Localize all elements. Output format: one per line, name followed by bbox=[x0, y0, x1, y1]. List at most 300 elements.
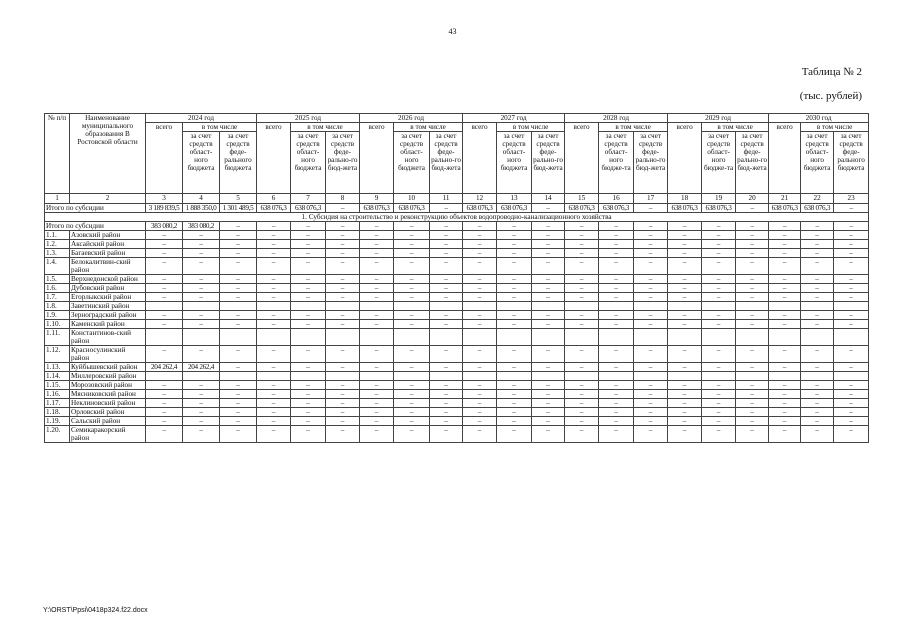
row-value: – bbox=[634, 275, 668, 284]
row-value: – bbox=[183, 390, 220, 399]
row-number: 1.10. bbox=[45, 320, 70, 329]
row-value: – bbox=[463, 275, 497, 284]
row-value: – bbox=[668, 284, 702, 293]
row-value: – bbox=[599, 231, 634, 240]
row-value bbox=[565, 329, 599, 346]
row-value bbox=[463, 372, 497, 381]
row-value: – bbox=[257, 311, 291, 320]
row-value: – bbox=[634, 417, 668, 426]
row-value bbox=[220, 372, 257, 381]
row-value: – bbox=[834, 390, 869, 399]
row-value: – bbox=[183, 258, 220, 275]
header-federal: за счет средств феде-рально-го бюд-жета bbox=[736, 132, 769, 194]
row-value: – bbox=[736, 363, 769, 372]
row-value: – bbox=[565, 346, 599, 363]
row-value: – bbox=[360, 240, 394, 249]
section-total-row bbox=[45, 222, 869, 231]
row-value: – bbox=[463, 346, 497, 363]
row-value: – bbox=[430, 320, 463, 329]
row-value: – bbox=[291, 258, 326, 275]
row-value: – bbox=[257, 417, 291, 426]
row-value: – bbox=[634, 399, 668, 408]
row-value: – bbox=[769, 311, 801, 320]
row-value: – bbox=[668, 275, 702, 284]
row-value bbox=[532, 372, 565, 381]
section-total-value: – bbox=[220, 222, 257, 231]
section-total-value: – bbox=[291, 222, 326, 231]
row-value: – bbox=[599, 363, 634, 372]
row-value bbox=[668, 372, 702, 381]
row-value bbox=[146, 372, 183, 381]
row-value: – bbox=[599, 426, 634, 443]
row-value: – bbox=[360, 231, 394, 240]
municipality-name: Константинов-ский район bbox=[70, 329, 146, 346]
municipality-name: Егорлыкский район bbox=[70, 293, 146, 302]
row-value: – bbox=[394, 346, 430, 363]
row-value: – bbox=[360, 363, 394, 372]
row-value: – bbox=[183, 275, 220, 284]
header-total: всего bbox=[146, 123, 183, 194]
table-body bbox=[45, 204, 869, 443]
row-value: – bbox=[463, 249, 497, 258]
row-value: – bbox=[668, 417, 702, 426]
units-label: (тыс. рублей) bbox=[799, 90, 862, 102]
column-number: 13 bbox=[497, 194, 532, 204]
row-value: – bbox=[769, 249, 801, 258]
total-value: – bbox=[326, 204, 360, 213]
row-value: – bbox=[183, 426, 220, 443]
header-federal: за счет средств феде-рально-го бюд-жета bbox=[532, 132, 565, 194]
row-value: – bbox=[430, 426, 463, 443]
row-value: – bbox=[146, 293, 183, 302]
row-value: – bbox=[702, 408, 736, 417]
row-value: – bbox=[736, 240, 769, 249]
header-total: всего bbox=[565, 123, 599, 194]
row-value: – bbox=[565, 363, 599, 372]
row-value: – bbox=[257, 275, 291, 284]
total-value: 3 189 839,5 bbox=[146, 204, 183, 213]
header-including: в том числе bbox=[183, 123, 257, 132]
row-value: – bbox=[702, 346, 736, 363]
row-value bbox=[565, 372, 599, 381]
total-value: – bbox=[634, 204, 668, 213]
row-value: – bbox=[257, 381, 291, 390]
row-number: 1.5. bbox=[45, 275, 70, 284]
municipality-name: Верхнедонской район bbox=[70, 275, 146, 284]
row-value: – bbox=[801, 311, 834, 320]
row-value: – bbox=[668, 426, 702, 443]
row-value: – bbox=[146, 240, 183, 249]
row-value: – bbox=[430, 258, 463, 275]
row-value bbox=[497, 302, 532, 311]
row-value: – bbox=[220, 258, 257, 275]
row-value: – bbox=[532, 249, 565, 258]
row-value: – bbox=[769, 346, 801, 363]
total-label: Итого по субсидии bbox=[45, 204, 146, 213]
row-value: – bbox=[834, 381, 869, 390]
municipality-name: Багаевский район bbox=[70, 249, 146, 258]
row-value: – bbox=[394, 399, 430, 408]
total-value: 638 076,3 bbox=[291, 204, 326, 213]
row-value: – bbox=[702, 249, 736, 258]
row-value: – bbox=[599, 408, 634, 417]
row-value: – bbox=[801, 258, 834, 275]
section-total-value: – bbox=[634, 222, 668, 231]
row-value bbox=[801, 329, 834, 346]
subsidy-table bbox=[44, 113, 869, 443]
row-value: – bbox=[634, 284, 668, 293]
header-total: всего bbox=[360, 123, 394, 194]
section-total-value: – bbox=[834, 222, 869, 231]
row-value: – bbox=[183, 417, 220, 426]
municipality-name: Зерноградский район bbox=[70, 311, 146, 320]
total-value: – bbox=[736, 204, 769, 213]
row-value: – bbox=[394, 390, 430, 399]
row-value: – bbox=[668, 311, 702, 320]
row-value: – bbox=[257, 231, 291, 240]
row-value: – bbox=[463, 390, 497, 399]
table-row bbox=[45, 329, 869, 346]
row-value: – bbox=[220, 346, 257, 363]
header-total: всего bbox=[257, 123, 291, 194]
row-value bbox=[183, 329, 220, 346]
column-number: 22 bbox=[801, 194, 834, 204]
row-value: – bbox=[634, 240, 668, 249]
row-value: – bbox=[834, 258, 869, 275]
row-value: – bbox=[668, 408, 702, 417]
row-value: – bbox=[146, 231, 183, 240]
header-regional: за счет средств област-ного бюджета bbox=[497, 132, 532, 194]
row-value: – bbox=[736, 426, 769, 443]
row-value: – bbox=[801, 417, 834, 426]
row-value: – bbox=[565, 320, 599, 329]
row-value: – bbox=[565, 293, 599, 302]
header-regional: за счет средств област-ного бюджета bbox=[394, 132, 430, 194]
header-total: всего bbox=[769, 123, 801, 194]
row-value: – bbox=[220, 240, 257, 249]
row-value: – bbox=[146, 346, 183, 363]
row-value: – bbox=[326, 240, 360, 249]
row-value: – bbox=[463, 399, 497, 408]
row-number: 1.16. bbox=[45, 390, 70, 399]
row-value: – bbox=[326, 417, 360, 426]
row-number: 1.13. bbox=[45, 363, 70, 372]
header-federal: за счет средств феде-рального бюджета bbox=[220, 132, 257, 194]
row-value: – bbox=[326, 293, 360, 302]
table-row bbox=[45, 426, 869, 443]
row-value: – bbox=[599, 258, 634, 275]
row-value: – bbox=[394, 320, 430, 329]
table-row bbox=[45, 258, 869, 275]
row-value: – bbox=[430, 275, 463, 284]
header-regional: за счет средств област-ного бюдже-та bbox=[702, 132, 736, 194]
row-value bbox=[220, 329, 257, 346]
row-value: – bbox=[291, 231, 326, 240]
row-value: – bbox=[146, 275, 183, 284]
row-value: – bbox=[599, 275, 634, 284]
column-number: 8 bbox=[326, 194, 360, 204]
row-value: – bbox=[183, 320, 220, 329]
row-value: – bbox=[291, 240, 326, 249]
row-value: – bbox=[430, 381, 463, 390]
row-value: – bbox=[668, 390, 702, 399]
section-total-value: – bbox=[463, 222, 497, 231]
column-number: 6 bbox=[257, 194, 291, 204]
row-value: – bbox=[834, 346, 869, 363]
section-total-value: – bbox=[257, 222, 291, 231]
row-value bbox=[291, 302, 326, 311]
row-value: – bbox=[463, 240, 497, 249]
total-value: 638 076,3 bbox=[463, 204, 497, 213]
row-value bbox=[834, 329, 869, 346]
section-total-value: – bbox=[360, 222, 394, 231]
row-value: – bbox=[834, 284, 869, 293]
row-value: – bbox=[430, 249, 463, 258]
table-row bbox=[45, 249, 869, 258]
column-number: 19 bbox=[702, 194, 736, 204]
row-value: – bbox=[599, 293, 634, 302]
row-value: – bbox=[394, 363, 430, 372]
column-number: 10 bbox=[394, 194, 430, 204]
row-value: – bbox=[599, 240, 634, 249]
table-row bbox=[45, 408, 869, 417]
municipality-name: Неклиновский район bbox=[70, 399, 146, 408]
row-value: – bbox=[702, 275, 736, 284]
row-value bbox=[769, 329, 801, 346]
row-value: – bbox=[497, 417, 532, 426]
row-value: – bbox=[326, 426, 360, 443]
row-value: – bbox=[736, 258, 769, 275]
row-value: – bbox=[702, 231, 736, 240]
total-value: 638 076,3 bbox=[702, 204, 736, 213]
header-total: всего bbox=[668, 123, 702, 194]
row-value bbox=[565, 302, 599, 311]
row-value: – bbox=[326, 311, 360, 320]
row-value: – bbox=[146, 249, 183, 258]
row-value bbox=[599, 302, 634, 311]
row-value: – bbox=[257, 390, 291, 399]
column-number: 21 bbox=[769, 194, 801, 204]
table-row bbox=[45, 372, 869, 381]
row-value: – bbox=[497, 240, 532, 249]
row-value: – bbox=[463, 311, 497, 320]
row-value: – bbox=[532, 258, 565, 275]
municipality-name: Орловский район bbox=[70, 408, 146, 417]
row-value: – bbox=[834, 363, 869, 372]
row-value: – bbox=[326, 258, 360, 275]
section-total-value: – bbox=[497, 222, 532, 231]
row-value: – bbox=[834, 320, 869, 329]
municipality-name: Заветинский район bbox=[70, 302, 146, 311]
row-value: – bbox=[257, 258, 291, 275]
municipality-name: Каменский район bbox=[70, 320, 146, 329]
row-value: – bbox=[668, 231, 702, 240]
header-year: 2027 год bbox=[463, 114, 565, 123]
row-value: – bbox=[497, 320, 532, 329]
row-value: – bbox=[565, 311, 599, 320]
row-value bbox=[257, 302, 291, 311]
header-regional: за счет средств област-ного бюджета bbox=[183, 132, 220, 194]
row-value bbox=[702, 329, 736, 346]
table-row bbox=[45, 284, 869, 293]
row-value bbox=[394, 329, 430, 346]
row-value: – bbox=[497, 399, 532, 408]
row-value: – bbox=[146, 311, 183, 320]
row-value: – bbox=[801, 240, 834, 249]
row-value bbox=[183, 302, 220, 311]
row-value bbox=[599, 372, 634, 381]
table-row bbox=[45, 311, 869, 320]
row-value: – bbox=[360, 249, 394, 258]
row-value: – bbox=[497, 408, 532, 417]
row-value: – bbox=[834, 408, 869, 417]
row-value bbox=[326, 372, 360, 381]
row-value: – bbox=[430, 346, 463, 363]
row-value: – bbox=[801, 426, 834, 443]
row-value: – bbox=[565, 231, 599, 240]
row-value: – bbox=[463, 231, 497, 240]
column-number: 5 bbox=[220, 194, 257, 204]
table-row bbox=[45, 381, 869, 390]
row-value: – bbox=[394, 426, 430, 443]
row-value: – bbox=[736, 249, 769, 258]
section-total-value: – bbox=[326, 222, 360, 231]
row-value: – bbox=[668, 320, 702, 329]
section-total-value: – bbox=[668, 222, 702, 231]
row-value bbox=[360, 329, 394, 346]
section-total-value: – bbox=[599, 222, 634, 231]
row-value: – bbox=[257, 346, 291, 363]
row-value: – bbox=[599, 346, 634, 363]
row-value bbox=[326, 329, 360, 346]
page-number: 43 bbox=[448, 27, 457, 36]
row-value: – bbox=[430, 363, 463, 372]
municipality-name: Сальский район bbox=[70, 417, 146, 426]
row-value: – bbox=[834, 240, 869, 249]
row-value: – bbox=[291, 293, 326, 302]
row-value: – bbox=[360, 284, 394, 293]
row-number: 1.1. bbox=[45, 231, 70, 240]
table-row bbox=[45, 399, 869, 408]
row-value: – bbox=[769, 381, 801, 390]
row-value: – bbox=[183, 381, 220, 390]
row-value: – bbox=[497, 231, 532, 240]
column-number: 14 bbox=[532, 194, 565, 204]
row-value bbox=[394, 372, 430, 381]
row-value bbox=[769, 372, 801, 381]
row-value: – bbox=[183, 311, 220, 320]
row-value bbox=[430, 329, 463, 346]
row-value: – bbox=[183, 399, 220, 408]
row-value: – bbox=[146, 258, 183, 275]
row-value: – bbox=[634, 293, 668, 302]
row-value: – bbox=[702, 293, 736, 302]
row-value: – bbox=[146, 399, 183, 408]
total-value: 638 076,3 bbox=[599, 204, 634, 213]
row-value: – bbox=[430, 240, 463, 249]
total-value: – bbox=[834, 204, 869, 213]
row-value: – bbox=[736, 284, 769, 293]
row-value: – bbox=[565, 258, 599, 275]
header-total: всего bbox=[463, 123, 497, 194]
row-number: 1.11. bbox=[45, 329, 70, 346]
row-value: – bbox=[634, 390, 668, 399]
row-value: – bbox=[634, 258, 668, 275]
row-value: – bbox=[736, 346, 769, 363]
row-value: – bbox=[702, 320, 736, 329]
column-number: 15 bbox=[565, 194, 599, 204]
total-value: 638 076,3 bbox=[497, 204, 532, 213]
row-value: – bbox=[463, 320, 497, 329]
row-value: – bbox=[360, 346, 394, 363]
row-value: – bbox=[183, 249, 220, 258]
row-value: – bbox=[220, 293, 257, 302]
row-value: – bbox=[834, 231, 869, 240]
row-value: – bbox=[769, 275, 801, 284]
row-value: – bbox=[146, 408, 183, 417]
row-value: – bbox=[736, 293, 769, 302]
row-value: – bbox=[146, 390, 183, 399]
row-value: – bbox=[183, 408, 220, 417]
row-value: – bbox=[360, 311, 394, 320]
row-value: – bbox=[599, 390, 634, 399]
row-value: – bbox=[257, 399, 291, 408]
row-value: – bbox=[291, 399, 326, 408]
row-value: – bbox=[394, 381, 430, 390]
row-value: – bbox=[801, 363, 834, 372]
header-regional: за счет средств област-ного бюджета bbox=[291, 132, 326, 194]
row-value: – bbox=[801, 408, 834, 417]
header-regional: за счет средств област-ного бюджета bbox=[801, 132, 834, 194]
table-row bbox=[45, 320, 869, 329]
header-including: в том числе bbox=[291, 123, 360, 132]
row-value: – bbox=[801, 231, 834, 240]
row-value bbox=[668, 302, 702, 311]
row-number: 1.19. bbox=[45, 417, 70, 426]
municipality-name: Куйбышевский район bbox=[70, 363, 146, 372]
column-number: 12 bbox=[463, 194, 497, 204]
row-value: – bbox=[291, 390, 326, 399]
row-value: – bbox=[360, 320, 394, 329]
row-value: – bbox=[394, 275, 430, 284]
row-value: – bbox=[183, 293, 220, 302]
row-value: – bbox=[360, 408, 394, 417]
row-value: – bbox=[220, 320, 257, 329]
row-value bbox=[769, 302, 801, 311]
row-value bbox=[146, 329, 183, 346]
row-number: 1.4. bbox=[45, 258, 70, 275]
row-value: – bbox=[394, 231, 430, 240]
row-value: – bbox=[430, 390, 463, 399]
row-value: – bbox=[463, 363, 497, 372]
header-name: Наименование муниципального образования В Ростовской области bbox=[70, 114, 146, 194]
row-value bbox=[532, 302, 565, 311]
row-number: 1.14. bbox=[45, 372, 70, 381]
row-value: 204 262,4 bbox=[183, 363, 220, 372]
total-value: 638 076,3 bbox=[394, 204, 430, 213]
row-value: – bbox=[834, 293, 869, 302]
row-value: – bbox=[668, 258, 702, 275]
row-value: – bbox=[463, 408, 497, 417]
row-value: – bbox=[769, 258, 801, 275]
row-value: – bbox=[497, 275, 532, 284]
row-value: – bbox=[769, 426, 801, 443]
table-row bbox=[45, 275, 869, 284]
section-total-value: – bbox=[394, 222, 430, 231]
row-value: – bbox=[599, 311, 634, 320]
row-number: 1.20. bbox=[45, 426, 70, 443]
row-value bbox=[463, 302, 497, 311]
